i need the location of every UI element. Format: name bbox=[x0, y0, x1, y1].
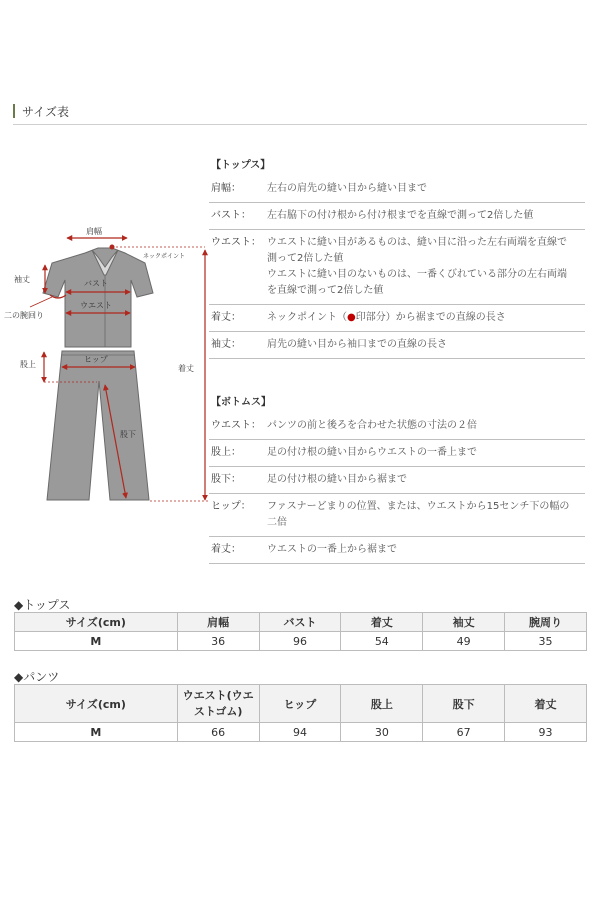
section-header bbox=[13, 102, 587, 125]
def-text: 肩先の縫い目から袖口までの直線の長さ bbox=[267, 339, 447, 350]
def-text: を直線で測って2倍した値 bbox=[267, 285, 384, 296]
label-sodetake: 袖丈 bbox=[14, 275, 30, 284]
table-header: ウエスト(ウエストゴム) bbox=[177, 685, 259, 723]
label-katahaba: 肩幅 bbox=[86, 227, 102, 236]
table-cell: 96 bbox=[259, 632, 341, 651]
table-header: 着丈 bbox=[505, 685, 587, 723]
def-row bbox=[209, 176, 585, 203]
table-cell: 30 bbox=[341, 723, 423, 742]
def-key: 股下： bbox=[211, 474, 241, 485]
def-key: 着丈： bbox=[211, 544, 241, 555]
label-waist: ウエスト bbox=[80, 301, 112, 310]
table-cell: M bbox=[15, 632, 178, 651]
label-neck-point: ネックポイント bbox=[143, 253, 186, 260]
def-text: 印部分）から裾までの直線の長さ bbox=[355, 312, 506, 323]
table-cell: 36 bbox=[177, 632, 259, 651]
def-text: 左右の肩先の縫い目から縫い目まで bbox=[267, 183, 427, 194]
table-header: 袖丈 bbox=[423, 613, 505, 632]
def-row bbox=[209, 467, 585, 494]
def-text: ウエストの一番上から裾まで bbox=[267, 544, 397, 555]
def-row bbox=[209, 332, 585, 359]
measurement-definitions bbox=[209, 148, 585, 564]
def-key: バスト： bbox=[211, 210, 251, 221]
def-row bbox=[209, 537, 585, 564]
def-key: 着丈： bbox=[211, 312, 241, 323]
label-hip: ヒップ bbox=[84, 355, 108, 364]
def-key: 袖丈： bbox=[211, 339, 241, 350]
table-row bbox=[15, 723, 587, 742]
def-text: ウエストに縫い目のないものは、一番くびれている部分の左右両端 bbox=[267, 269, 567, 280]
table-cell: 49 bbox=[423, 632, 505, 651]
table-header: 肩幅 bbox=[177, 613, 259, 632]
def-text: ウエストに縫い目があるものは、縫い目に沿った左右両端を直線で bbox=[267, 237, 567, 248]
table-cell: M bbox=[15, 723, 178, 742]
def-key: ウエスト： bbox=[211, 237, 261, 248]
def-key: ヒップ： bbox=[211, 501, 251, 512]
def-row bbox=[209, 230, 585, 305]
table-cell: 67 bbox=[423, 723, 505, 742]
tops-definitions bbox=[209, 176, 585, 359]
def-text: パンツの前と後ろを合わせた状態の寸法の２倍 bbox=[267, 420, 477, 431]
section-accent-bar bbox=[13, 104, 15, 118]
label-matashita: 股下 bbox=[120, 430, 136, 439]
def-text: 足の付け根の縫い目からウエストの一番上まで bbox=[267, 447, 477, 458]
def-text: 左右脇下の付け根から付け根までを直線で測って2倍した値 bbox=[267, 210, 534, 221]
table-cell: 93 bbox=[505, 723, 587, 742]
table-cell: 54 bbox=[341, 632, 423, 651]
table-header: 着丈 bbox=[341, 613, 423, 632]
label-ninoude: 二の腕回り bbox=[4, 311, 44, 320]
def-row bbox=[209, 440, 585, 467]
table-header: 股上 bbox=[341, 685, 423, 723]
def-key: ウエスト： bbox=[211, 420, 261, 431]
def-key: 股上： bbox=[211, 447, 241, 458]
table-header: サイズ(cm) bbox=[15, 613, 178, 632]
table-header: ヒップ bbox=[259, 685, 341, 723]
bottoms-definitions-title: 【ボトムス】 bbox=[211, 397, 271, 408]
def-row bbox=[209, 494, 585, 537]
table-header-row bbox=[15, 613, 587, 632]
pants-table-label: ◆パンツ bbox=[14, 670, 60, 684]
red-dot-icon: ● bbox=[347, 312, 356, 323]
table-header: 股下 bbox=[423, 685, 505, 723]
table-header: サイズ(cm) bbox=[15, 685, 178, 723]
table-header: 腕周り bbox=[505, 613, 587, 632]
label-kitake: 着丈 bbox=[178, 364, 194, 373]
table-header-row bbox=[15, 685, 587, 723]
def-row bbox=[209, 305, 585, 332]
def-key: 肩幅： bbox=[211, 183, 241, 194]
pants-size-table bbox=[14, 684, 587, 742]
tops-size-table bbox=[14, 612, 587, 651]
def-row bbox=[209, 203, 585, 230]
bottoms-definitions bbox=[209, 413, 585, 564]
label-matagami: 股上 bbox=[20, 360, 36, 369]
tops-definitions-title: 【トップス】 bbox=[211, 160, 271, 171]
size-diagram bbox=[0, 205, 215, 510]
table-cell: 66 bbox=[177, 723, 259, 742]
def-row bbox=[209, 413, 585, 440]
label-bust: バスト bbox=[84, 279, 108, 288]
def-text: 二倍 bbox=[267, 517, 287, 528]
neck-point-dot bbox=[110, 245, 115, 250]
pants-shape bbox=[47, 351, 149, 500]
table-cell: 35 bbox=[505, 632, 587, 651]
tops-table-label: ◆トップス bbox=[14, 598, 71, 612]
table-row bbox=[15, 632, 587, 651]
def-text: 足の付け根の縫い目から裾まで bbox=[267, 474, 407, 485]
def-text: 測って2倍した値 bbox=[267, 253, 344, 264]
table-header: バスト bbox=[259, 613, 341, 632]
def-text: ネックポイント（ bbox=[267, 312, 347, 323]
section-title: サイズ表 bbox=[22, 105, 70, 119]
table-cell: 94 bbox=[259, 723, 341, 742]
def-text: ファスナーどまりの位置、または、ウエストから15センチ下の幅の bbox=[267, 501, 570, 512]
